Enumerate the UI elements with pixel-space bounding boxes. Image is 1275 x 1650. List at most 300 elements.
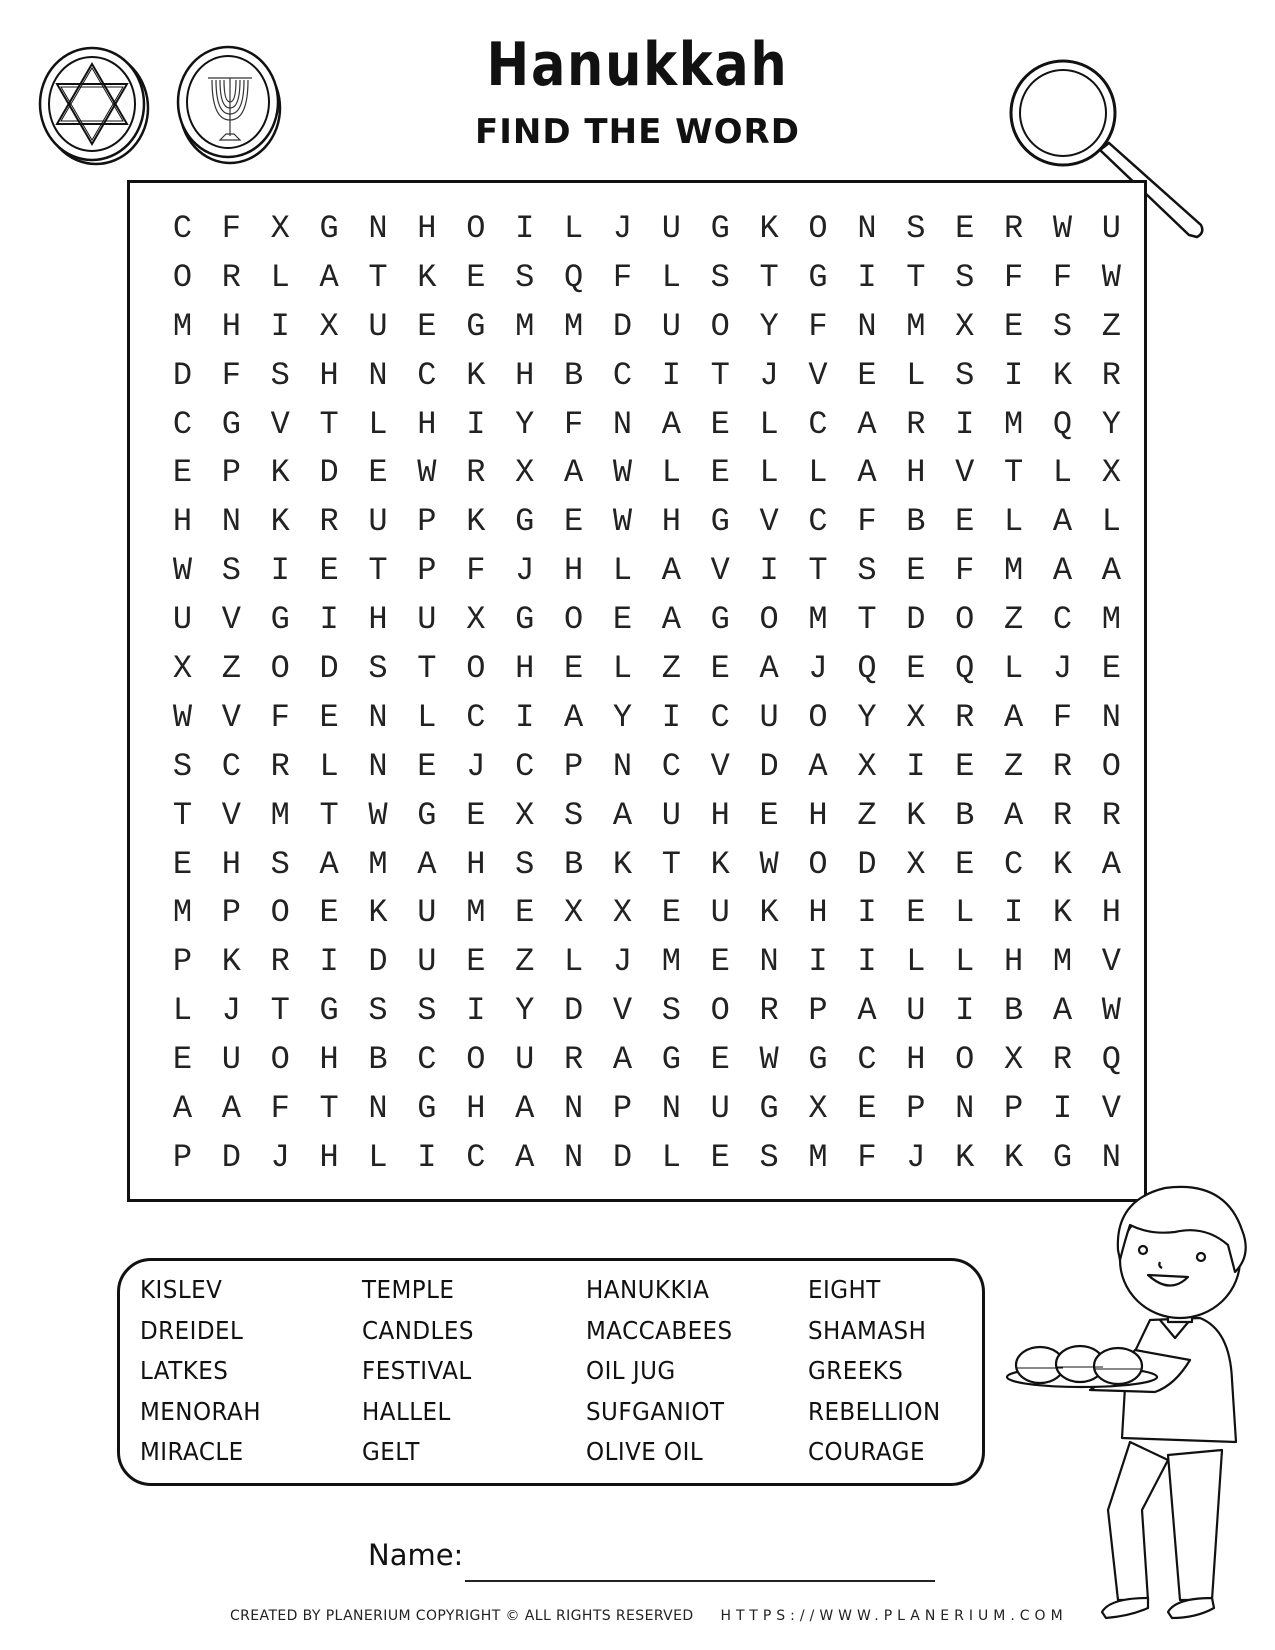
grid-letter[interactable]: R: [1052, 1041, 1073, 1079]
grid-letter[interactable]: I: [808, 943, 828, 981]
grid-letter[interactable]: I: [417, 1138, 437, 1176]
grid-letter[interactable]: B: [906, 503, 926, 541]
grid-letter[interactable]: R: [466, 454, 486, 492]
grid-letter[interactable]: Q: [1052, 405, 1073, 443]
grid-letter[interactable]: E: [368, 454, 388, 492]
grid-letter[interactable]: N: [1101, 1138, 1121, 1176]
grid-letter[interactable]: A: [661, 405, 681, 443]
grid-letter[interactable]: B: [563, 845, 584, 883]
grid-letter[interactable]: X: [319, 307, 339, 345]
grid-letter[interactable]: H: [710, 796, 730, 834]
grid-letter[interactable]: X: [808, 1090, 828, 1128]
grid-letter[interactable]: D: [319, 454, 339, 492]
grid-letter[interactable]: R: [563, 1041, 584, 1079]
grid-letter[interactable]: F: [563, 405, 584, 443]
grid-letter[interactable]: M: [1003, 405, 1024, 443]
grid-letter[interactable]: T: [857, 601, 877, 639]
grid-letter[interactable]: X: [270, 210, 290, 247]
grid-letter[interactable]: E: [172, 845, 193, 883]
grid-letter[interactable]: T: [368, 258, 388, 296]
grid-letter[interactable]: Z: [1003, 601, 1024, 639]
grid-letter[interactable]: X: [515, 796, 535, 834]
grid-letter[interactable]: H: [515, 356, 535, 394]
grid-letter[interactable]: A: [1101, 845, 1121, 883]
grid-letter[interactable]: H: [466, 845, 486, 883]
grid-letter[interactable]: V: [270, 405, 290, 443]
grid-letter[interactable]: S: [955, 356, 975, 394]
name-input-line[interactable]: [465, 1580, 935, 1582]
grid-letter[interactable]: H: [515, 650, 535, 688]
grid-letter[interactable]: H: [661, 503, 681, 541]
grid-letter[interactable]: K: [270, 503, 290, 541]
grid-letter[interactable]: R: [270, 943, 290, 981]
grid-letter[interactable]: P: [221, 894, 241, 932]
grid-letter[interactable]: A: [172, 1090, 193, 1128]
grid-letter[interactable]: O: [808, 845, 828, 883]
grid-letter[interactable]: H: [1101, 894, 1121, 932]
grid-letter[interactable]: V: [710, 552, 730, 590]
grid-letter[interactable]: E: [1101, 650, 1121, 688]
grid-letter[interactable]: S: [906, 210, 926, 247]
grid-letter[interactable]: J: [221, 992, 241, 1030]
grid-letter[interactable]: I: [955, 992, 975, 1030]
grid-letter[interactable]: V: [808, 356, 828, 394]
grid-letter[interactable]: L: [955, 943, 975, 981]
grid-letter[interactable]: A: [612, 796, 633, 834]
grid-letter[interactable]: L: [906, 356, 926, 394]
grid-letter[interactable]: H: [172, 503, 193, 541]
grid-letter[interactable]: X: [515, 454, 535, 492]
grid-letter[interactable]: S: [172, 747, 193, 785]
grid-letter[interactable]: T: [808, 552, 828, 590]
grid-letter[interactable]: F: [221, 356, 241, 394]
grid-letter[interactable]: J: [612, 943, 633, 981]
grid-letter[interactable]: W: [172, 552, 193, 590]
grid-letter[interactable]: S: [515, 845, 535, 883]
grid-letter[interactable]: E: [466, 943, 486, 981]
grid-letter[interactable]: O: [955, 1041, 975, 1079]
grid-letter[interactable]: Y: [759, 307, 779, 345]
grid-letter[interactable]: G: [808, 258, 828, 296]
grid-letter[interactable]: W: [1101, 258, 1121, 296]
grid-letter[interactable]: V: [1101, 943, 1121, 981]
grid-letter[interactable]: K: [1052, 845, 1073, 883]
grid-letter[interactable]: D: [906, 601, 926, 639]
grid-letter[interactable]: O: [270, 1041, 290, 1079]
grid-letter[interactable]: K: [759, 894, 779, 932]
grid-letter[interactable]: W: [759, 845, 779, 883]
grid-letter[interactable]: V: [221, 796, 241, 834]
grid-letter[interactable]: C: [1052, 601, 1073, 639]
grid-letter[interactable]: E: [563, 503, 584, 541]
grid-letter[interactable]: R: [1052, 747, 1073, 785]
grid-letter[interactable]: H: [563, 552, 584, 590]
grid-letter[interactable]: I: [661, 356, 681, 394]
grid-letter[interactable]: E: [710, 454, 730, 492]
grid-letter[interactable]: E: [955, 503, 975, 541]
grid-letter[interactable]: M: [466, 894, 486, 932]
grid-letter[interactable]: L: [661, 1138, 681, 1176]
grid-letter[interactable]: C: [808, 503, 828, 541]
grid-letter[interactable]: L: [1003, 650, 1024, 688]
grid-letter[interactable]: I: [319, 943, 339, 981]
grid-letter[interactable]: A: [515, 1138, 535, 1176]
grid-letter[interactable]: L: [1052, 454, 1073, 492]
grid-letter[interactable]: Y: [857, 698, 877, 736]
grid-letter[interactable]: E: [661, 894, 681, 932]
grid-letter[interactable]: I: [466, 992, 486, 1030]
grid-letter[interactable]: C: [466, 698, 486, 736]
grid-letter[interactable]: R: [1052, 796, 1073, 834]
grid-letter[interactable]: C: [661, 747, 681, 785]
grid-letter[interactable]: M: [515, 307, 535, 345]
grid-letter[interactable]: W: [172, 698, 193, 736]
grid-letter[interactable]: P: [172, 943, 193, 981]
grid-letter[interactable]: D: [319, 650, 339, 688]
grid-letter[interactable]: J: [270, 1138, 290, 1176]
grid-letter[interactable]: L: [319, 747, 339, 785]
grid-letter[interactable]: R: [759, 992, 779, 1030]
grid-letter[interactable]: E: [955, 210, 975, 247]
grid-letter[interactable]: P: [612, 1090, 633, 1128]
grid-letter[interactable]: O: [710, 307, 730, 345]
grid-letter[interactable]: H: [466, 1090, 486, 1128]
grid-letter[interactable]: A: [612, 1041, 633, 1079]
grid-letter[interactable]: H: [319, 1041, 339, 1079]
grid-letter[interactable]: G: [710, 503, 730, 541]
grid-letter[interactable]: E: [857, 1090, 877, 1128]
grid-letter[interactable]: O: [270, 650, 290, 688]
grid-letter[interactable]: R: [1101, 356, 1121, 394]
grid-letter[interactable]: C: [515, 747, 535, 785]
grid-letter[interactable]: W: [1052, 210, 1073, 247]
grid-letter[interactable]: L: [661, 454, 681, 492]
grid-letter[interactable]: E: [466, 258, 486, 296]
grid-letter[interactable]: W: [612, 503, 633, 541]
grid-letter[interactable]: P: [417, 552, 437, 590]
grid-letter[interactable]: R: [906, 405, 926, 443]
grid-letter[interactable]: J: [515, 552, 535, 590]
grid-letter[interactable]: U: [661, 796, 681, 834]
grid-letter[interactable]: K: [221, 943, 241, 981]
grid-letter[interactable]: T: [368, 552, 388, 590]
grid-letter[interactable]: K: [612, 845, 633, 883]
grid-letter[interactable]: W: [368, 796, 388, 834]
grid-letter[interactable]: P: [417, 503, 437, 541]
grid-letter[interactable]: N: [368, 698, 388, 736]
grid-letter[interactable]: L: [759, 405, 779, 443]
grid-letter[interactable]: X: [563, 894, 584, 932]
grid-letter[interactable]: V: [955, 454, 975, 492]
grid-letter[interactable]: H: [417, 210, 437, 247]
grid-letter[interactable]: E: [906, 552, 926, 590]
grid-letter[interactable]: F: [612, 258, 633, 296]
grid-letter[interactable]: U: [1101, 210, 1121, 247]
grid-letter[interactable]: H: [906, 454, 926, 492]
grid-letter[interactable]: J: [808, 650, 828, 688]
grid-letter[interactable]: L: [612, 552, 633, 590]
grid-letter[interactable]: T: [1003, 454, 1024, 492]
grid-letter[interactable]: Z: [661, 650, 681, 688]
grid-letter[interactable]: G: [466, 307, 486, 345]
grid-letter[interactable]: E: [466, 796, 486, 834]
grid-letter[interactable]: S: [270, 845, 290, 883]
grid-letter[interactable]: N: [661, 1090, 681, 1128]
grid-letter[interactable]: E: [319, 552, 339, 590]
grid-letter[interactable]: S: [221, 552, 241, 590]
grid-letter[interactable]: E: [172, 1041, 193, 1079]
grid-letter[interactable]: G: [759, 1090, 779, 1128]
grid-letter[interactable]: N: [563, 1090, 584, 1128]
grid-letter[interactable]: B: [563, 356, 584, 394]
grid-letter[interactable]: I: [906, 747, 926, 785]
grid-letter[interactable]: Z: [857, 796, 877, 834]
grid-letter[interactable]: N: [857, 307, 877, 345]
grid-letter[interactable]: Y: [612, 698, 633, 736]
grid-letter[interactable]: K: [1052, 894, 1073, 932]
grid-letter[interactable]: L: [759, 454, 779, 492]
grid-letter[interactable]: N: [368, 747, 388, 785]
grid-letter[interactable]: K: [955, 1138, 975, 1176]
grid-letter[interactable]: E: [612, 601, 633, 639]
grid-letter[interactable]: O: [710, 992, 730, 1030]
grid-letter[interactable]: W: [759, 1041, 779, 1079]
grid-letter[interactable]: Q: [563, 258, 584, 296]
grid-letter[interactable]: I: [466, 405, 486, 443]
grid-letter[interactable]: N: [368, 356, 388, 394]
grid-letter[interactable]: G: [1052, 1138, 1073, 1176]
grid-letter[interactable]: T: [172, 796, 193, 834]
grid-letter[interactable]: G: [417, 796, 437, 834]
grid-letter[interactable]: C: [417, 1041, 437, 1079]
grid-letter[interactable]: L: [563, 210, 584, 247]
grid-letter[interactable]: I: [759, 552, 779, 590]
grid-letter[interactable]: U: [221, 1041, 241, 1079]
grid-letter[interactable]: U: [368, 503, 388, 541]
grid-letter[interactable]: K: [1003, 1138, 1024, 1176]
grid-letter[interactable]: H: [221, 845, 241, 883]
grid-letter[interactable]: U: [906, 992, 926, 1030]
grid-letter[interactable]: H: [906, 1041, 926, 1079]
grid-letter[interactable]: J: [906, 1138, 926, 1176]
grid-letter[interactable]: H: [221, 307, 241, 345]
grid-letter[interactable]: U: [710, 1090, 730, 1128]
grid-letter[interactable]: I: [955, 405, 975, 443]
grid-letter[interactable]: N: [221, 503, 241, 541]
grid-letter[interactable]: J: [1052, 650, 1073, 688]
grid-letter[interactable]: H: [319, 356, 339, 394]
grid-letter[interactable]: M: [1003, 552, 1024, 590]
grid-letter[interactable]: O: [466, 650, 486, 688]
grid-letter[interactable]: A: [808, 747, 828, 785]
grid-letter[interactable]: A: [1052, 503, 1073, 541]
grid-letter[interactable]: P: [906, 1090, 926, 1128]
grid-letter[interactable]: X: [1101, 454, 1121, 492]
grid-letter[interactable]: M: [172, 894, 193, 932]
grid-letter[interactable]: F: [1003, 258, 1024, 296]
grid-letter[interactable]: F: [808, 307, 828, 345]
grid-letter[interactable]: L: [368, 1138, 388, 1176]
grid-letter[interactable]: Y: [1101, 405, 1121, 443]
grid-letter[interactable]: E: [710, 1041, 730, 1079]
grid-letter[interactable]: U: [515, 1041, 535, 1079]
grid-letter[interactable]: G: [515, 601, 535, 639]
grid-letter[interactable]: T: [710, 356, 730, 394]
grid-letter[interactable]: A: [563, 698, 584, 736]
grid-letter[interactable]: T: [661, 845, 681, 883]
grid-letter[interactable]: S: [368, 992, 388, 1030]
grid-letter[interactable]: E: [515, 894, 535, 932]
grid-letter[interactable]: F: [955, 552, 975, 590]
grid-letter[interactable]: C: [417, 356, 437, 394]
grid-letter[interactable]: E: [1003, 307, 1024, 345]
grid-letter[interactable]: J: [466, 747, 486, 785]
grid-letter[interactable]: H: [368, 601, 388, 639]
grid-letter[interactable]: O: [808, 698, 828, 736]
grid-letter[interactable]: O: [270, 894, 290, 932]
grid-letter[interactable]: B: [1003, 992, 1024, 1030]
grid-letter[interactable]: E: [710, 405, 730, 443]
grid-letter[interactable]: G: [270, 601, 290, 639]
grid-letter[interactable]: X: [955, 307, 975, 345]
grid-letter[interactable]: D: [368, 943, 388, 981]
grid-letter[interactable]: D: [612, 1138, 633, 1176]
grid-letter[interactable]: I: [270, 552, 290, 590]
grid-letter[interactable]: V: [221, 601, 241, 639]
grid-letter[interactable]: M: [172, 307, 193, 345]
grid-letter[interactable]: U: [368, 307, 388, 345]
grid-letter[interactable]: A: [563, 454, 584, 492]
grid-letter[interactable]: X: [906, 698, 926, 736]
grid-letter[interactable]: L: [808, 454, 828, 492]
grid-letter[interactable]: I: [661, 698, 681, 736]
grid-letter[interactable]: G: [808, 1041, 828, 1079]
grid-letter[interactable]: C: [808, 405, 828, 443]
grid-letter[interactable]: G: [710, 601, 730, 639]
grid-letter[interactable]: H: [1003, 943, 1024, 981]
grid-letter[interactable]: V: [710, 747, 730, 785]
grid-letter[interactable]: N: [955, 1090, 975, 1128]
grid-letter[interactable]: N: [612, 405, 633, 443]
grid-letter[interactable]: W: [417, 454, 437, 492]
grid-letter[interactable]: I: [1052, 1090, 1073, 1128]
grid-letter[interactable]: A: [857, 992, 877, 1030]
grid-letter[interactable]: X: [906, 845, 926, 883]
grid-letter[interactable]: A: [1101, 552, 1121, 590]
grid-letter[interactable]: X: [172, 650, 193, 688]
grid-letter[interactable]: L: [172, 992, 193, 1030]
grid-letter[interactable]: R: [955, 698, 975, 736]
grid-letter[interactable]: I: [857, 258, 877, 296]
grid-letter[interactable]: X: [466, 601, 486, 639]
grid-letter[interactable]: M: [906, 307, 926, 345]
grid-letter[interactable]: O: [466, 1041, 486, 1079]
grid-letter[interactable]: U: [417, 943, 437, 981]
grid-letter[interactable]: T: [270, 992, 290, 1030]
grid-letter[interactable]: L: [1003, 503, 1024, 541]
grid-letter[interactable]: I: [319, 601, 339, 639]
grid-letter[interactable]: L: [661, 258, 681, 296]
grid-letter[interactable]: H: [808, 894, 828, 932]
grid-letter[interactable]: V: [759, 503, 779, 541]
grid-letter[interactable]: E: [417, 747, 437, 785]
grid-letter[interactable]: A: [857, 454, 877, 492]
grid-letter[interactable]: X: [857, 747, 877, 785]
grid-letter[interactable]: S: [417, 992, 437, 1030]
grid-letter[interactable]: C: [857, 1041, 877, 1079]
grid-letter[interactable]: G: [319, 992, 339, 1030]
grid-letter[interactable]: C: [466, 1138, 486, 1176]
grid-letter[interactable]: F: [1052, 698, 1073, 736]
grid-letter[interactable]: J: [612, 210, 633, 247]
grid-letter[interactable]: Q: [857, 650, 877, 688]
grid-letter[interactable]: E: [563, 650, 584, 688]
grid-letter[interactable]: M: [1052, 943, 1073, 981]
grid-letter[interactable]: Z: [1101, 307, 1121, 345]
grid-letter[interactable]: N: [368, 210, 388, 247]
grid-letter[interactable]: Z: [515, 943, 535, 981]
grid-letter[interactable]: N: [1101, 698, 1121, 736]
grid-letter[interactable]: V: [221, 698, 241, 736]
grid-letter[interactable]: A: [221, 1090, 241, 1128]
grid-letter[interactable]: D: [221, 1138, 241, 1176]
grid-letter[interactable]: A: [1003, 796, 1024, 834]
grid-letter[interactable]: C: [221, 747, 241, 785]
grid-letter[interactable]: U: [417, 894, 437, 932]
grid-letter[interactable]: A: [319, 258, 339, 296]
grid-letter[interactable]: O: [808, 210, 828, 247]
grid-letter[interactable]: O: [1101, 747, 1121, 785]
grid-letter[interactable]: R: [1003, 210, 1024, 247]
grid-letter[interactable]: I: [857, 894, 877, 932]
grid-letter[interactable]: C: [172, 405, 193, 443]
grid-letter[interactable]: S: [368, 650, 388, 688]
grid-letter[interactable]: M: [270, 796, 290, 834]
grid-letter[interactable]: W: [1101, 992, 1121, 1030]
grid-letter[interactable]: E: [955, 747, 975, 785]
grid-letter[interactable]: E: [710, 650, 730, 688]
grid-letter[interactable]: F: [221, 210, 241, 247]
grid-letter[interactable]: L: [417, 698, 437, 736]
grid-letter[interactable]: F: [466, 552, 486, 590]
grid-letter[interactable]: I: [515, 698, 535, 736]
grid-letter[interactable]: G: [661, 1041, 681, 1079]
grid-letter[interactable]: K: [759, 210, 779, 247]
grid-letter[interactable]: E: [759, 796, 779, 834]
grid-letter[interactable]: B: [955, 796, 975, 834]
grid-letter[interactable]: I: [1003, 356, 1024, 394]
grid-letter[interactable]: L: [955, 894, 975, 932]
grid-letter[interactable]: G: [515, 503, 535, 541]
grid-letter[interactable]: D: [172, 356, 193, 394]
grid-letter[interactable]: R: [319, 503, 339, 541]
grid-letter[interactable]: U: [661, 307, 681, 345]
grid-letter[interactable]: E: [319, 698, 339, 736]
letter-grid[interactable]: [158, 205, 1136, 1183]
grid-letter[interactable]: B: [368, 1041, 388, 1079]
grid-letter[interactable]: X: [612, 894, 633, 932]
grid-letter[interactable]: C: [172, 210, 193, 247]
grid-letter[interactable]: L: [1101, 503, 1121, 541]
grid-letter[interactable]: S: [857, 552, 877, 590]
grid-letter[interactable]: L: [906, 943, 926, 981]
grid-letter[interactable]: Y: [515, 405, 535, 443]
grid-letter[interactable]: K: [417, 258, 437, 296]
grid-letter[interactable]: M: [808, 1138, 828, 1176]
grid-letter[interactable]: M: [563, 307, 584, 345]
grid-letter[interactable]: K: [1052, 356, 1073, 394]
grid-letter[interactable]: G: [417, 1090, 437, 1128]
